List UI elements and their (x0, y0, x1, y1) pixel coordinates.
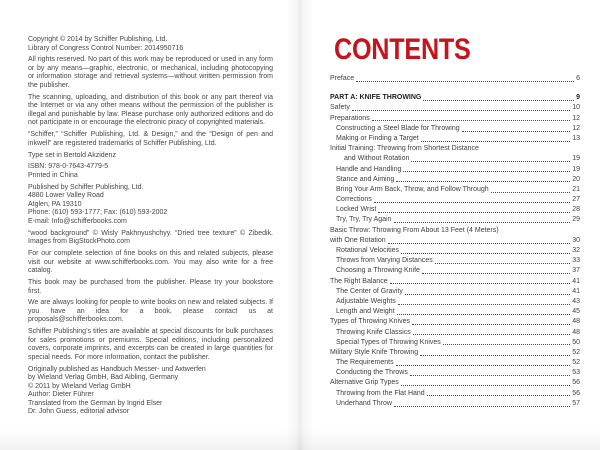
toc-entry-label: PART A: KNIFE THROWING (330, 94, 422, 102)
toc-page-number: 12 (572, 124, 580, 132)
toc-entry (330, 103, 580, 113)
toc-leader-dots (413, 328, 571, 336)
copyright-line: Copyright © 2014 by Schiffer Publishing, Ltd. (28, 36, 168, 43)
toc-entry-label: Rotational Velocities (336, 247, 400, 254)
toc-leader-dots (398, 297, 570, 305)
copyright-line: © 2011 by Wieland Verlag GmbH (28, 382, 131, 390)
toc-entry-label: The Requirements (336, 359, 394, 367)
toc-page-number: 19 (572, 165, 580, 173)
toc-page-number: 10 (572, 104, 580, 112)
toc-entry (330, 236, 580, 246)
toc-entry (330, 378, 580, 388)
toc-leader-dots (352, 103, 570, 111)
book-gutter-shadow (286, 0, 314, 450)
toc-page-number: 41 (572, 277, 580, 285)
toc-entry-label: Throwing Knife Classics (336, 328, 411, 336)
toc-leader-dots (396, 175, 570, 183)
toc-entry (330, 205, 580, 215)
toc-list (330, 74, 580, 409)
copyright-paragraph: All rights reserved. No part of this work may be reproduced or used in any form or by any means—graphic, electronic, or mechanical, including photocopying or information storage and retrieval systems—without written permission from the publisher. (28, 56, 273, 89)
toc-entry-label: Making or Finding a Target (336, 134, 419, 142)
copyright-line: Author: Dieter Führer (28, 391, 94, 399)
copyright-line: Printed in China (28, 171, 78, 179)
toc-leader-dots (394, 215, 571, 223)
toc-leader-dots (435, 256, 570, 264)
toc-page-number: 9 (576, 94, 580, 102)
toc-entry-label: Constructing a Steel Blade for Throwing (336, 124, 460, 132)
copyright-line: Library of Congress Control Number: 2014950716 (28, 44, 184, 52)
toc-leader-dots (374, 195, 570, 203)
toc-leader-dots (462, 124, 571, 132)
toc-page-number: 50 (572, 338, 580, 346)
toc-page-number: 52 (572, 359, 580, 367)
toc-entry (330, 165, 580, 175)
toc-entry (330, 175, 580, 185)
copyright-line: E-mail: Info@schifferbooks.com (28, 217, 127, 225)
toc-entry-label: Bring Your Arm Back, Throw, and Follow Through (336, 185, 489, 193)
toc-page-number: 33 (572, 257, 580, 265)
toc-page-number: 43 (572, 297, 580, 305)
copyright-paragraph (28, 163, 273, 180)
toc-entry-label: Safety (330, 104, 350, 112)
toc-entry (330, 328, 580, 338)
toc-entry-label: Military Style Knife Throwing (330, 348, 419, 356)
toc-entry (330, 256, 580, 266)
toc-entry (330, 134, 580, 144)
toc-leader-dots (401, 246, 570, 254)
toc-page-number: 19 (572, 155, 580, 163)
toc-entry-label: Preface (330, 75, 355, 82)
copyright-line: Originally published as Handbuch Messer- und Axtwerfen (28, 365, 206, 373)
toc-leader-dots (401, 378, 570, 386)
toc-page-number: 53 (572, 369, 580, 377)
copyright-line: Atglen, PA 19310 (28, 200, 82, 208)
page-title: CONTENTS (334, 33, 471, 66)
toc-page-number: 48 (572, 318, 580, 326)
toc-page-number: 52 (572, 348, 580, 356)
toc-entry-label: Alternative Grip Types (330, 379, 399, 387)
toc-leader-dots (388, 236, 571, 244)
toc-entry (330, 368, 580, 378)
toc-entry (330, 358, 580, 368)
toc-page-number: 13 (572, 134, 580, 142)
toc-page-number: 32 (572, 247, 580, 254)
toc-page-number: 30 (572, 236, 580, 244)
toc-entry-label: Conducting the Throws (336, 369, 408, 377)
toc-leader-dots (443, 338, 570, 346)
toc-entry-label: Initial Training: Throwing from Shortest Distance (330, 145, 479, 153)
toc-entry (330, 144, 580, 154)
toc-page-number: 21 (572, 185, 580, 193)
toc-entry-label: Underhand Throw (336, 399, 392, 407)
copyright-paragraph: The scanning, uploading, and distribution of this book or any part thereof via the Internet or via any other means without the permission of the publisher is illegal and punishable by law. Please purchase only authorized editions and do not participate in or encourage the electronic piracy of copyrighted materials. (28, 93, 273, 127)
toc-page-number: 56 (572, 389, 580, 397)
toc-entry-label: Choosing a Throwing Knife (336, 267, 420, 275)
toc-entry (330, 317, 580, 327)
toc-entry (330, 93, 580, 103)
toc-page-number: 57 (572, 399, 580, 407)
toc-leader-dots (372, 114, 571, 122)
page-bottom-shadow (0, 428, 600, 450)
toc-leader-dots (420, 348, 570, 356)
toc-entry-label: and Without Rotation (344, 155, 410, 163)
toc-leader-dots (356, 74, 574, 82)
toc-leader-dots (396, 358, 571, 366)
toc-entry-label: Throwing from the Flat Hand (336, 389, 425, 397)
toc-entry-label: Stance and Aiming (336, 175, 395, 183)
copyright-line: Dr. John Guess, editorial advisor (28, 408, 130, 416)
toc-leader-dots (397, 307, 571, 315)
toc-entry-label: Adjustable Weights (336, 297, 396, 305)
toc-leader-dots (411, 154, 570, 162)
toc-entry-label: Special Types of Throwing Knives (336, 338, 441, 346)
toc-entry-label: Types of Throwing Knives (330, 318, 411, 326)
toc-entry (330, 185, 580, 195)
toc-entry (330, 154, 580, 164)
toc-entry (330, 389, 580, 399)
toc-leader-dots (412, 317, 570, 325)
toc-page-number: 6 (576, 75, 580, 82)
toc-page-number: 29 (572, 216, 580, 224)
toc-entry (330, 266, 580, 276)
toc-entry-label: The Center of Gravity (336, 287, 403, 295)
copyright-paragraph: Type set in Bertold Akzidenz (28, 151, 116, 159)
toc-leader-dots (405, 287, 570, 295)
copyright-line: by Wieland Verlag GmbH, Bad Aibling, Germany (28, 374, 179, 382)
toc-entry (330, 297, 580, 307)
toc-entry-label: Locked Wrist (336, 206, 377, 214)
toc-entry (330, 277, 580, 287)
copyright-paragraph: For our complete selection of fine books on this and related subjects, please visit our website at www.schifferbooks.com. You may also write for a free catalog. (28, 250, 273, 275)
toc-leader-dots (422, 266, 570, 274)
copyright-line: Published by Schiffer Publishing, Ltd. (28, 183, 144, 191)
toc-leader-dots (394, 399, 570, 407)
toc-page-number: 27 (572, 196, 580, 204)
toc-entry (330, 74, 580, 84)
toc-entry (330, 124, 580, 134)
toc-entry-label: with One Rotation (330, 236, 386, 244)
toc-page-number: 28 (572, 206, 580, 214)
toc-page-number: 56 (572, 379, 580, 387)
toc-entry-label: Throws from Varying Distances (336, 257, 433, 265)
copyright-line: ISBN: 978-0-7643-4779-5 (28, 163, 109, 171)
toc-entry (330, 338, 580, 348)
copyright-paragraph (28, 36, 273, 53)
toc-entry (330, 114, 580, 124)
toc-leader-dots (427, 389, 571, 397)
toc-leader-dots (421, 134, 570, 142)
toc-leader-dots (390, 277, 571, 285)
toc-entry-label: Preparations (330, 114, 370, 122)
toc-page-number: 12 (572, 114, 580, 122)
copyright-paragraph: “Schiffer,” “Schiffer Publishing, Ltd. & Design,” and the “Design of pen and inkwell” are registered trademarks of Schiffer Publishing, Ltd. (28, 131, 273, 147)
toc-entry-label: Length and Weight (336, 308, 395, 316)
copyright-paragraph (28, 366, 273, 417)
toc-entry (330, 307, 580, 317)
toc-entry-label: Handle and Handling (336, 165, 402, 173)
toc-entry (330, 215, 580, 225)
toc-entry (330, 195, 580, 205)
toc-entry-label: Corrections (336, 196, 372, 204)
copyright-paragraph (28, 184, 273, 227)
toc-entry (330, 348, 580, 358)
toc-entry-label: The Right Balance (330, 277, 388, 285)
toc-page-number: 48 (572, 328, 580, 336)
toc-leader-dots (403, 165, 570, 173)
copyright-line: Translated from the German by Ingrid Elser (28, 399, 163, 407)
copyright-paragraph: “wood background” © Wisly Pakhnyushchyy. “Dried tree texture” © Zibedik. Images from BigStockPhoto.com (28, 229, 273, 246)
toc-entry (330, 399, 580, 409)
toc-page-number: 41 (572, 287, 580, 295)
toc-leader-dots (491, 185, 571, 193)
toc-page-number: 45 (572, 308, 580, 316)
toc-leader-dots (423, 93, 574, 101)
toc-leader-dots (410, 368, 570, 376)
copyright-paragraph: This book may be purchased from the publisher. Please try your bookstore first. (28, 279, 273, 295)
toc-entry (330, 287, 580, 297)
copyright-block (28, 36, 273, 420)
toc-entry (330, 226, 580, 236)
toc-entry-label: Basic Throw: Throwing From About 13 Feet (4 Meters) (330, 226, 499, 234)
toc-leader-dots (378, 205, 570, 213)
toc-entry (330, 246, 580, 256)
toc-page-number: 20 (572, 175, 580, 183)
copyright-paragraph: We are always looking for people to write books on new and related subjects. If you have an idea for a book, please contact us at proposals@schifferbooks.com. (28, 299, 274, 324)
copyright-paragraph: Schiffer Publishing’s titles are available at special discounts for bulk purchases for sales promotions or premiums. Special editions, including personalized covers, corporate imprints, and excerpts can be created in large quantities for special needs. For more information, contact the publisher. (28, 328, 273, 361)
toc-page-number: 37 (572, 267, 580, 275)
toc-entry-label: Try, Try, Try Again (336, 216, 392, 224)
copyright-line: Phone: (610) 593-1777; Fax: (610) 593-2002 (28, 209, 168, 217)
copyright-line: 4880 Lower Valley Road (28, 192, 104, 200)
